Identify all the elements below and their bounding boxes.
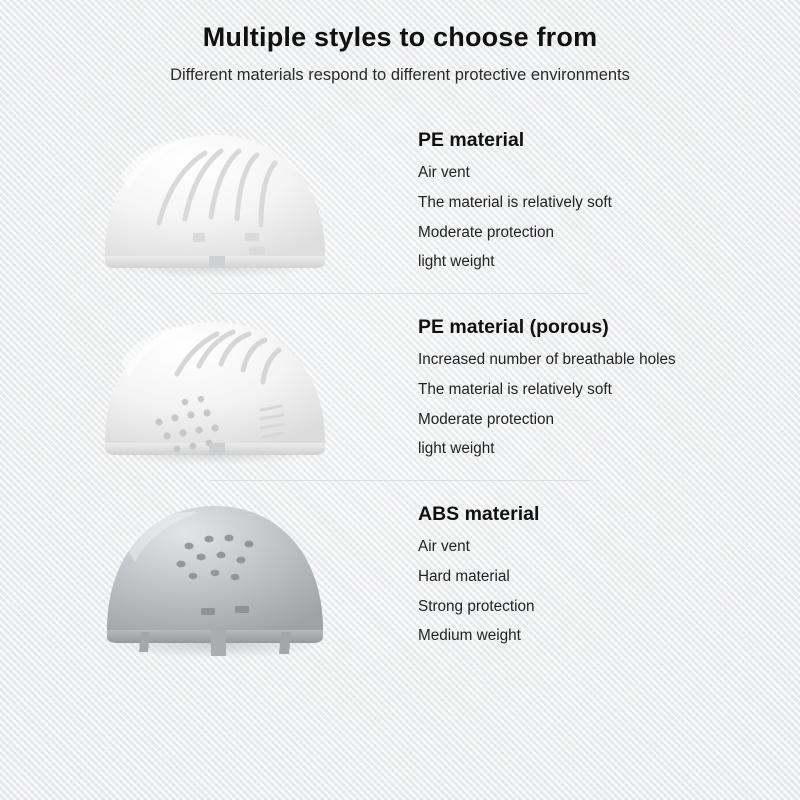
page-title: Multiple styles to choose from: [202, 22, 598, 52]
list-item: light weight: [418, 253, 495, 271]
list-item: Hard material: [418, 567, 510, 585]
list-item: Air vent: [418, 164, 470, 182]
list-item: Increased number of breathable holes: [418, 351, 676, 369]
info-abs-material: [410, 503, 772, 644]
section-abs-material: [0, 481, 800, 667]
grey-bump-cap-abs-icon: [85, 484, 345, 664]
list-item: The material is relatively soft: [418, 380, 612, 398]
feature-list-pe-porous: [418, 351, 772, 457]
list-item: Moderate protection: [418, 410, 555, 428]
list-item: Strong protection: [418, 597, 535, 615]
helmet-image-abs: [20, 484, 410, 664]
heading-pe-material: PE material: [418, 129, 525, 152]
info-pe-material-porous: [410, 316, 772, 457]
white-bump-cap-vented-icon: [85, 115, 345, 285]
heading-pe-material-porous: PE material (porous): [418, 316, 609, 339]
heading-abs-material: ABS material: [418, 503, 540, 526]
sections-list: [0, 107, 800, 667]
feature-list-pe: [418, 164, 772, 270]
list-item: Moderate protection: [418, 223, 555, 241]
helmet-image-pe-porous: [20, 302, 410, 472]
list-item: light weight: [418, 440, 495, 458]
list-item: Medium weight: [418, 627, 521, 645]
feature-list-abs: [418, 538, 772, 644]
white-bump-cap-porous-icon: [85, 302, 345, 472]
page-subtitle: Different materials respond to different protective environments: [170, 66, 630, 84]
section-pe-material: [0, 107, 800, 293]
page-header: [0, 0, 800, 85]
section-pe-material-porous: [0, 294, 800, 480]
list-item: Air vent: [418, 538, 470, 556]
helmet-image-pe: [20, 115, 410, 285]
list-item: The material is relatively soft: [418, 193, 612, 211]
info-pe-material: [410, 129, 772, 270]
